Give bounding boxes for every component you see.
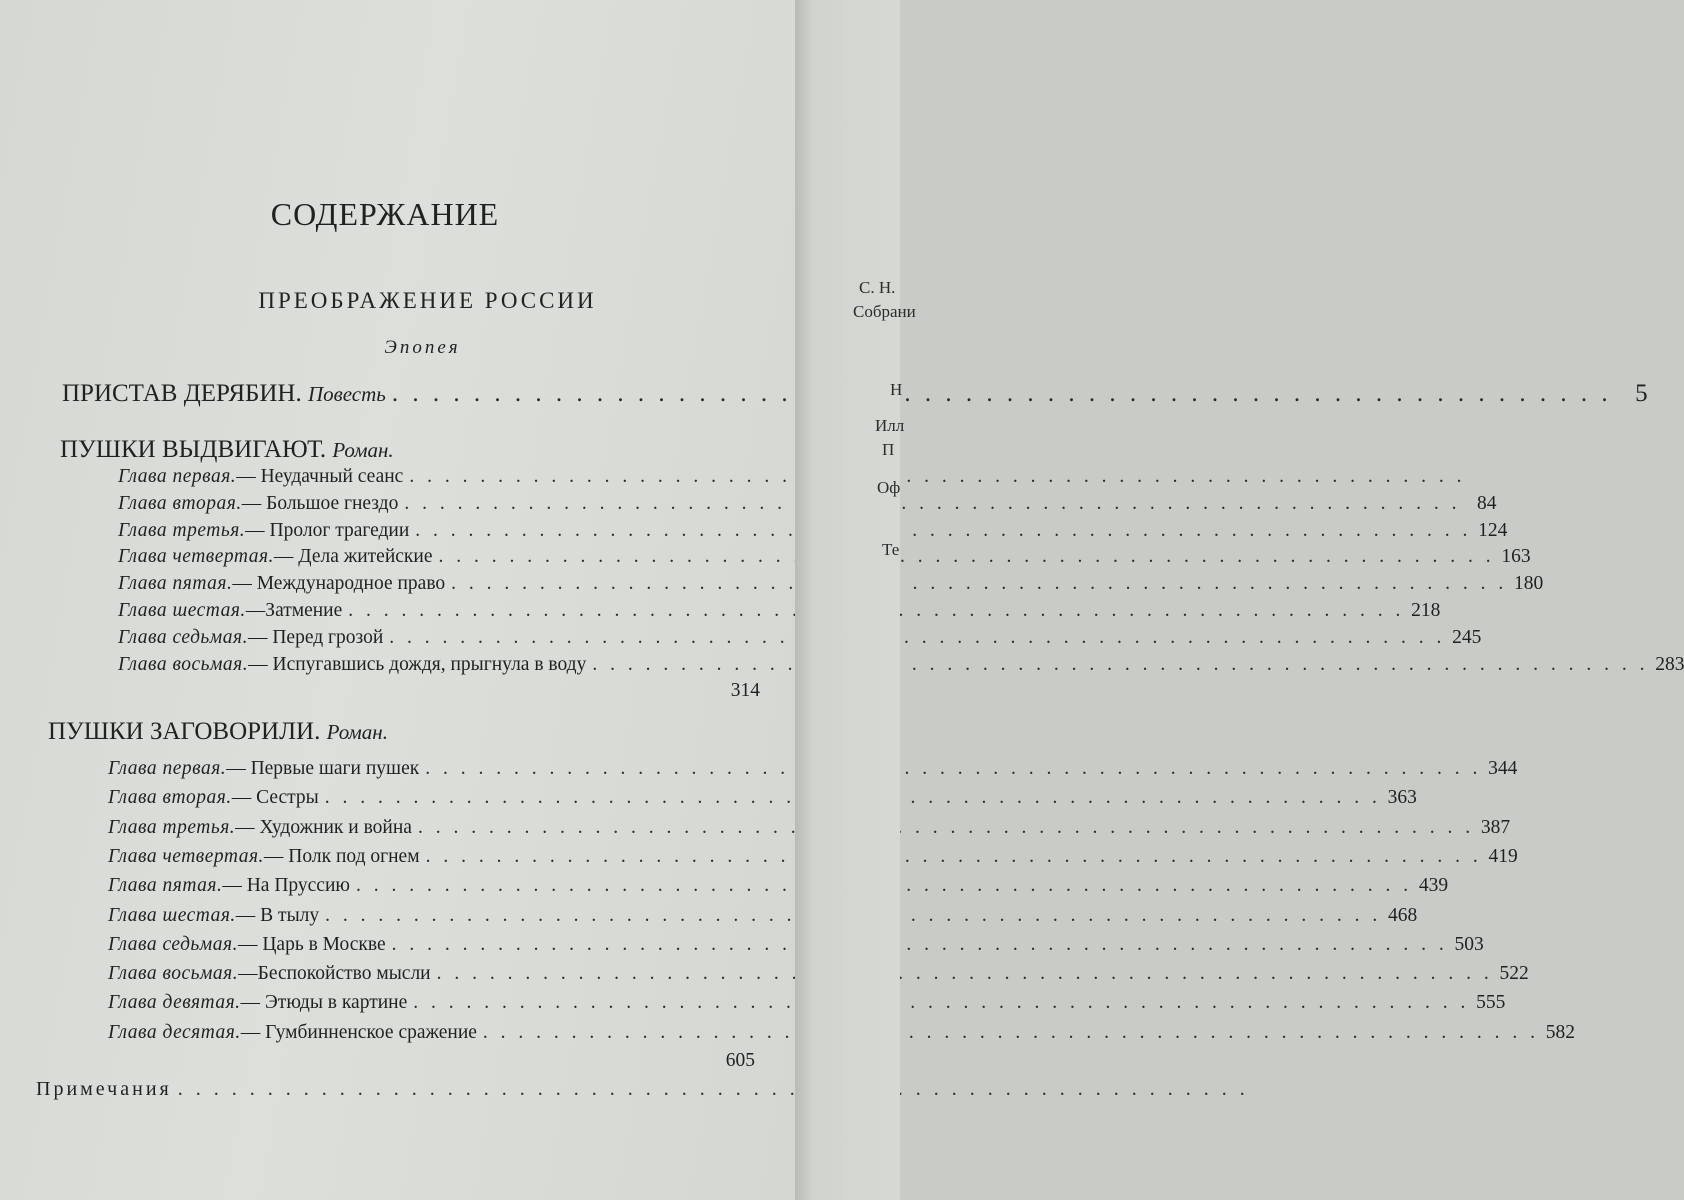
chapter-name: — Испугавшись дождя, прыгнула в воду (248, 653, 587, 675)
toc-entry-chapter[interactable] (118, 466, 758, 488)
toc-entry-work-1[interactable] (62, 380, 1648, 408)
chapter-name: — Сестры (231, 787, 319, 809)
chapter-name: — На Пруссию (222, 875, 350, 897)
page-number: 84 (1476, 492, 1497, 514)
toc-entry-chapter[interactable] (118, 519, 1508, 542)
page-number: 582 (1545, 1021, 1576, 1043)
toc-entry-chapter[interactable] (118, 573, 1544, 595)
contents-title: СОДЕРЖАНИЕ (270, 196, 500, 232)
page-number: 468 (1388, 904, 1418, 926)
adjacent-page-text: Те (882, 540, 900, 559)
adjacent-page-text: Н (890, 380, 903, 399)
leader-dots (409, 466, 1465, 488)
chapter-number: Глава вторая. (108, 787, 232, 809)
page-number: 163 (1501, 546, 1531, 568)
page-number: 218 (1411, 600, 1441, 621)
toc-entry-chapter[interactable] (118, 492, 1497, 515)
chapter-number: Глава четвертая. (108, 845, 264, 867)
chapter-name: — Царь в Москве (237, 933, 386, 955)
chapter-number: Глава шестая. (118, 600, 246, 621)
toc-entry-chapter[interactable] (118, 626, 1482, 649)
chapter-name: — Дела житейские (273, 546, 433, 568)
leader-dots (392, 380, 1612, 408)
toc-entry-chapter[interactable] (118, 600, 1441, 622)
work-title: ПУШКИ ЗАГОВОРИЛИ. (48, 718, 321, 745)
toc-entry-chapter[interactable] (108, 845, 1518, 868)
page-number: 387 (1480, 816, 1511, 838)
leader-dots (389, 627, 1445, 649)
work-title: ПРИСТАВ ДЕРЯБИН. (62, 380, 302, 407)
chapter-number: Глава первая. (108, 758, 227, 779)
chapter-number: Глава пятая. (108, 875, 223, 897)
chapter-number: Глава четвертая. (118, 546, 274, 568)
adjacent-page-text: С. Н. (859, 278, 896, 297)
leader-dots (437, 963, 1493, 985)
toc-entry-chapter[interactable] (118, 653, 1684, 676)
work-kind: Повесть (307, 382, 386, 406)
page-number: 344 (1488, 758, 1518, 779)
page-number: 180 (1514, 573, 1544, 595)
chapter-number: Глава десятая. (108, 1021, 241, 1043)
chapter-number: Глава третья. (108, 816, 236, 838)
notes-label: Примечания (36, 1078, 172, 1100)
page-number: 314 (730, 680, 760, 702)
leader-dots (426, 846, 1482, 868)
chapter-name: — Полк под огнем (263, 845, 420, 867)
toc-entry-notes[interactable] (36, 1078, 726, 1101)
page-number: 245 (1452, 626, 1482, 648)
chapter-number: Глава девятая. (108, 992, 241, 1014)
chapter-number: Глава восьмая. (118, 653, 249, 675)
leader-dots (418, 817, 1474, 839)
toc-entry-chapter[interactable] (108, 992, 1506, 1014)
leader-dots (483, 1022, 1539, 1044)
adjacent-page-text: Оф (877, 478, 901, 497)
chapter-name: — В тылу (235, 904, 320, 926)
page-number: 124 (1478, 519, 1508, 541)
chapter-number: Глава шестая. (108, 904, 236, 926)
cycle-genre: Эпопея (384, 337, 461, 358)
adjacent-page-edge (795, 0, 916, 1200)
chapter-name: — Большое гнездо (241, 492, 399, 514)
chapter-name: — Первые шаги пушек (226, 758, 420, 779)
leader-dots (413, 992, 1469, 1014)
cycle-title: ПРЕОБРАЖЕНИЕ РОССИИ (258, 288, 597, 313)
toc-entry-chapter[interactable] (108, 963, 1529, 985)
page-number: 419 (1488, 845, 1518, 867)
toc-entry-chapter[interactable] (108, 787, 1417, 809)
page-number: 439 (1418, 875, 1449, 897)
chapter-number: Глава восьмая. (108, 963, 239, 985)
page-number: 363 (1387, 787, 1417, 809)
leader-dots (425, 758, 1481, 780)
work-title: ПУШКИ ВЫДВИГАЮТ. (60, 436, 327, 463)
chapter-name: — Международное право (232, 573, 446, 595)
leader-dots (392, 934, 1448, 956)
chapter-name: —Беспокойство мысли (238, 963, 431, 985)
chapter-number: Глава первая. (118, 466, 237, 487)
chapter-name: — Пролог трагедии (245, 519, 410, 541)
leader-dots (439, 546, 1495, 568)
leader-dots (404, 493, 1460, 515)
chapter-name: — Неудачный сеанс (236, 466, 404, 487)
leader-dots (178, 1078, 1249, 1101)
adjacent-page-text: П (882, 440, 895, 459)
work-kind: Роман. (326, 720, 388, 744)
chapter-name: — Гумбинненское сражение (240, 1021, 477, 1043)
adjacent-page-text: Илл (875, 416, 905, 435)
chapter-number: Глава вторая. (118, 492, 242, 514)
toc-entry-work-3[interactable] (48, 718, 388, 746)
chapter-name: — Перед грозой (247, 626, 384, 648)
toc-entry-chapter[interactable] (108, 758, 1518, 780)
final-page-number: 605 (725, 1050, 755, 1071)
chapter-number: Глава третья. (118, 519, 246, 541)
chapter-name: — Художник и война (235, 816, 412, 838)
leader-dots (415, 520, 1471, 542)
toc-entry-work-2[interactable] (60, 436, 394, 464)
toc-entry-chapter[interactable] (108, 904, 1418, 927)
page-number: 522 (1499, 963, 1529, 985)
page-number: 5 (1635, 380, 1648, 407)
leader-dots (451, 573, 1507, 595)
adjacent-page-text: Собрани (853, 302, 916, 321)
toc-entry-chapter[interactable] (118, 546, 1531, 568)
work-kind: Роман. (332, 438, 394, 462)
page-number: 555 (1476, 992, 1506, 1014)
chapter-name: — Этюды в картине (240, 992, 408, 1014)
toc-entry-chapter[interactable] (108, 1021, 1576, 1044)
chapter-number: Глава седьмая. (108, 933, 238, 955)
page-number: 503 (1454, 933, 1484, 955)
toc-entry-chapter[interactable] (108, 816, 1511, 839)
chapter-name: —Затмение (245, 600, 343, 621)
chapter-number: Глава седьмая. (118, 626, 248, 648)
toc-entry-chapter[interactable] (108, 933, 1484, 956)
leader-dots (592, 654, 1648, 676)
chapter-number: Глава пятая. (118, 573, 233, 595)
page-number: 283 (1655, 653, 1684, 675)
toc-entry-chapter[interactable] (108, 875, 1449, 897)
